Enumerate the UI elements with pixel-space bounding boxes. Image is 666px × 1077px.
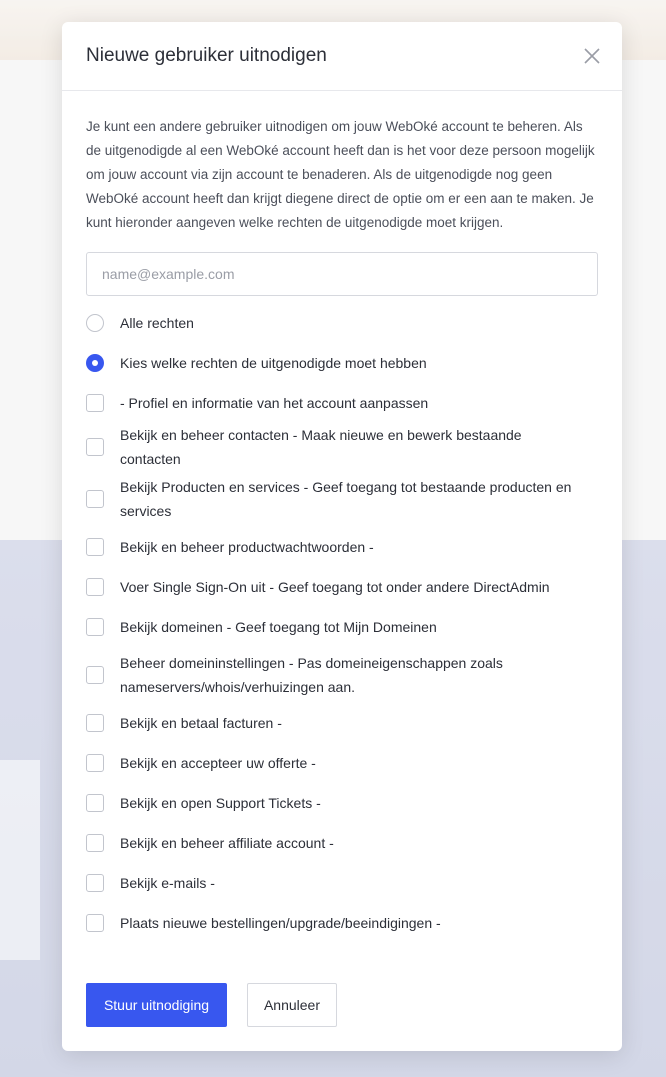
checkbox[interactable] — [86, 394, 104, 412]
radio-label: Alle rechten — [120, 315, 194, 331]
radio-choose-rights[interactable] — [86, 343, 598, 383]
checkbox-label: Bekijk en accepteer uw offerte - — [120, 755, 316, 771]
permission-options — [86, 303, 598, 943]
modal-body — [62, 91, 622, 943]
checkbox[interactable] — [86, 538, 104, 556]
permission-domains[interactable] — [86, 607, 598, 647]
checkbox[interactable] — [86, 666, 104, 684]
permission-domain-settings[interactable] — [86, 647, 598, 703]
checkbox-label: Bekijk domeinen - Geef toegang tot Mijn Domeinen — [120, 619, 437, 635]
radio-all-rights[interactable] — [86, 303, 598, 343]
intro-text: Je kunt een andere gebruiker uitnodigen om jouw WebOké account te beheren. Als de uitgenodigde al een WebOké account heeft dan is het voor deze persoon mogelijk om jouw account via zijn account te benaderen. Als de uitgenodigde nog geen WebOké account heeft dan krijgt diegene direct de optie om er een aan te maken. Je kunt hieronder aangeven welke rechten de uitgenodigde moet krijgen. — [86, 119, 595, 230]
permission-emails[interactable] — [86, 863, 598, 903]
permission-product-passwords[interactable] — [86, 527, 598, 567]
checkbox-label: Bekijk en beheer contacten - Maak nieuwe en bewerk bestaande contacten — [120, 427, 522, 467]
email-input[interactable] — [86, 252, 598, 296]
radio-button-selected[interactable] — [86, 354, 104, 372]
checkbox[interactable] — [86, 618, 104, 636]
checkbox[interactable] — [86, 874, 104, 892]
checkbox-label: Bekijk en beheer productwachtwoorden - — [120, 539, 374, 555]
modal-header — [62, 22, 622, 91]
checkbox[interactable] — [86, 914, 104, 932]
checkbox[interactable] — [86, 714, 104, 732]
permission-quotes[interactable] — [86, 743, 598, 783]
permission-support-tickets[interactable] — [86, 783, 598, 823]
checkbox-label: Beheer domeininstellingen - Pas domeineigenschappen zoals nameservers/whois/verhuizingen aan. — [120, 655, 503, 695]
checkbox[interactable] — [86, 578, 104, 596]
modal-title: Nieuwe gebruiker uitnodigen — [86, 45, 327, 66]
cancel-button[interactable]: Annuleer — [247, 983, 337, 1027]
checkbox-label: Voer Single Sign-On uit - Geef toegang tot onder andere DirectAdmin — [120, 579, 550, 595]
permission-profile[interactable] — [86, 383, 598, 423]
checkbox-label: Plaats nieuwe bestellingen/upgrade/beeindigingen - — [120, 915, 441, 931]
checkbox[interactable] — [86, 490, 104, 508]
permission-products[interactable] — [86, 471, 598, 527]
radio-label: Kies welke rechten de uitgenodigde moet hebben — [120, 355, 427, 371]
permission-invoices[interactable] — [86, 703, 598, 743]
checkbox-label: - Profiel en informatie van het account aanpassen — [120, 395, 429, 411]
checkbox-label: Bekijk en open Support Tickets - — [120, 795, 321, 811]
permission-contacts[interactable] — [86, 423, 598, 471]
radio-button[interactable] — [86, 314, 104, 332]
close-icon[interactable] — [582, 46, 602, 66]
checkbox-label: Bekijk e-mails - — [120, 875, 215, 891]
checkbox[interactable] — [86, 794, 104, 812]
checkbox-label: Bekijk en beheer affiliate account - — [120, 835, 334, 851]
checkbox[interactable] — [86, 754, 104, 772]
checkbox[interactable] — [86, 834, 104, 852]
checkbox-label: Bekijk en betaal facturen - — [120, 715, 282, 731]
send-invite-button[interactable]: Stuur uitnodiging — [86, 983, 227, 1027]
permission-orders[interactable] — [86, 903, 598, 943]
checkbox-label: Bekijk Producten en services - Geef toegang tot bestaande producten en services — [120, 479, 572, 519]
invite-user-modal — [62, 22, 622, 1051]
permission-sso[interactable] — [86, 567, 598, 607]
checkbox[interactable] — [86, 438, 104, 456]
modal-footer — [86, 983, 337, 1027]
permission-affiliate[interactable] — [86, 823, 598, 863]
